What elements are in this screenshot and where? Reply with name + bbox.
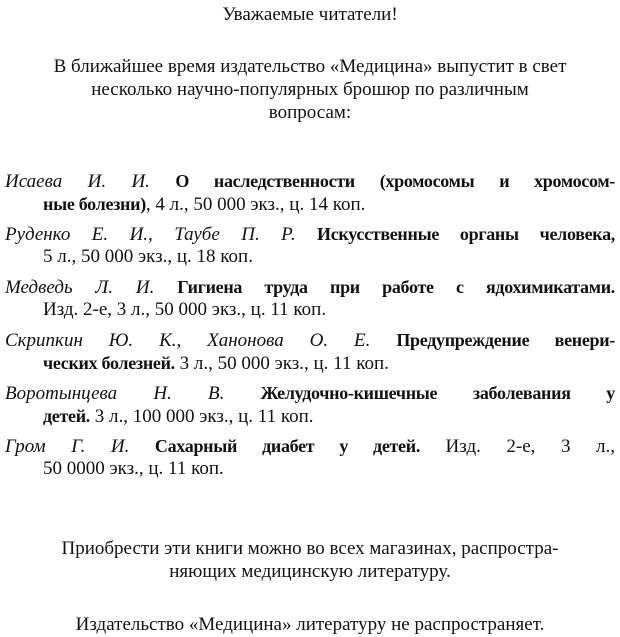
- intro-line: несколько научно-популярных брошюр по различным: [91, 79, 529, 100]
- book-entry-first-line: [5, 329, 615, 352]
- book-authors: Руденко Е. И., Таубе П. Р.: [5, 224, 318, 245]
- book-authors: Воротынцева Н. В.: [5, 383, 261, 404]
- book-entry-continuation: [43, 352, 389, 375]
- book-title: О наследственности (хромосомы и хромосом-: [175, 171, 615, 191]
- book-title: Искусственные органы человека,: [317, 224, 616, 244]
- purchase-line: няющих медицинскую литературу.: [169, 561, 451, 582]
- book-details: , 4 л., 50 000 экз., ц. 14 коп.: [145, 194, 366, 215]
- book-details: 3 л., 100 000 экз., ц. 11 коп.: [90, 406, 314, 427]
- book-authors: Гром Г. И.: [5, 436, 155, 457]
- book-entry-continuation: [43, 405, 314, 428]
- book-details: 3 л., 50 000 экз., ц. 11 коп.: [174, 353, 389, 374]
- purchase-line: Приобрести эти книги можно во всех магазинах, распростра-: [61, 538, 559, 559]
- book-title: Предупреждение венери-: [396, 330, 615, 350]
- book-title: ческих болезней.: [43, 353, 175, 373]
- book-authors: Исаева И. И.: [5, 171, 176, 192]
- book-entry-continuation: [43, 299, 326, 321]
- book-entry-continuation: [43, 458, 224, 480]
- book-details: 5 л., 50 000 экз., ц. 18 коп.: [43, 246, 253, 267]
- book-entry-first-line: [5, 276, 615, 299]
- book-entry-first-line: [5, 382, 615, 405]
- book-title: Гигиена труда при работе с ядохимикатами.: [177, 277, 615, 297]
- book-entry-first-line: [5, 170, 615, 193]
- book-details: Изд. 2-е, 3 л.,: [420, 436, 615, 457]
- book-title: детей.: [43, 406, 90, 426]
- distribution-note: Издательство «Медицина» литературу не распространяет.: [75, 614, 545, 635]
- book-title: Желудочно-кишечные заболевания у: [260, 383, 615, 403]
- book-entry-continuation: [43, 246, 253, 268]
- greeting-heading: Уважаемые читатели!: [222, 4, 398, 25]
- book-authors: Медведь Л. И.: [5, 277, 178, 298]
- intro-line: В ближайшее время издательство «Медицина» выпустит в свет: [53, 56, 567, 77]
- book-entry-continuation: [43, 193, 365, 216]
- book-entry-first-line: [5, 435, 615, 458]
- book-title: ные болезни): [43, 194, 146, 214]
- book-entry-first-line: [5, 223, 615, 246]
- book-details: Изд. 2-е, 3 л., 50 000 экз., ц. 11 коп.: [43, 299, 327, 320]
- book-authors: Скрипкин Ю. К., Ханонова О. Е.: [5, 330, 397, 351]
- intro-line: вопросам:: [268, 102, 352, 123]
- book-details: 50 0000 экз., ц. 11 коп.: [43, 458, 224, 479]
- book-title: Сахарный диабет у детей.: [154, 436, 421, 456]
